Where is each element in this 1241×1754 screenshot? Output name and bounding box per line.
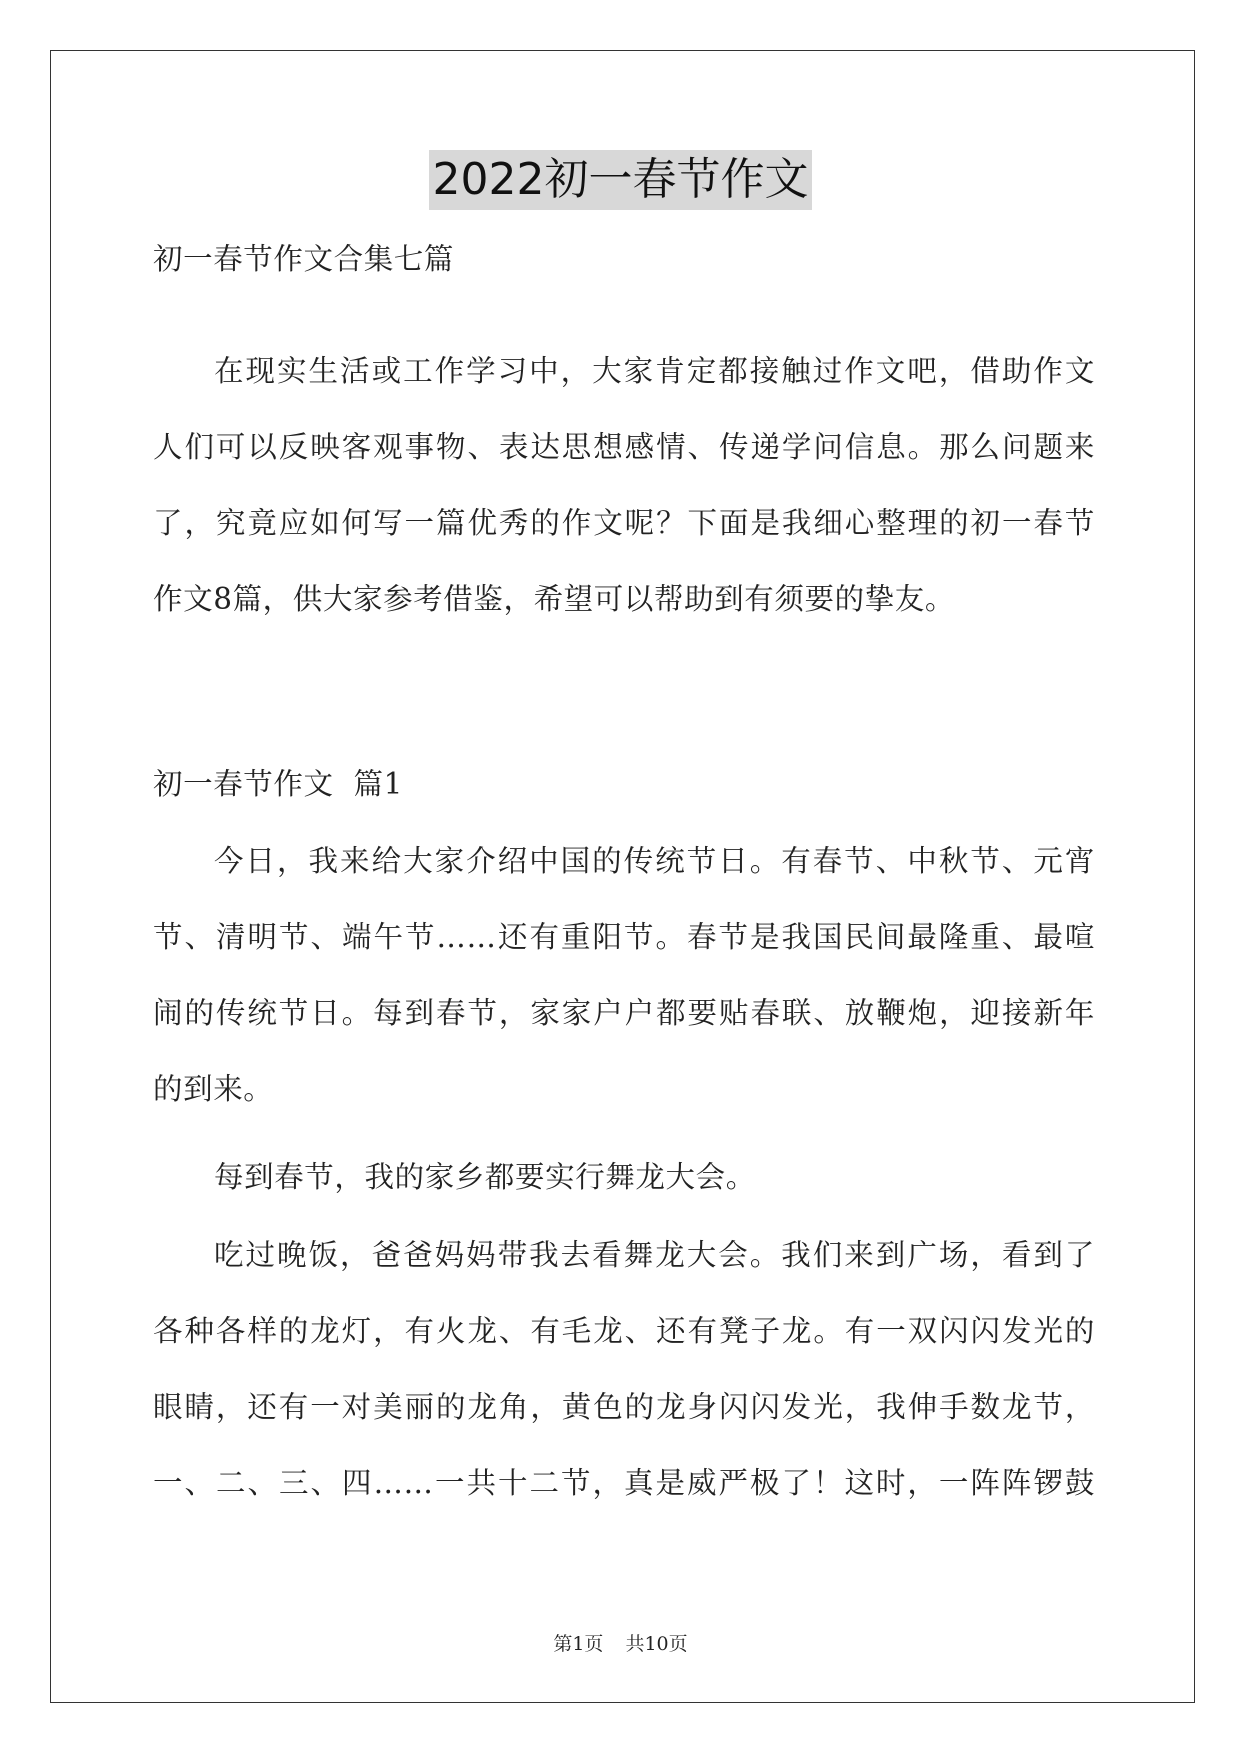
page-number-total: 共10页 [625,1633,688,1655]
paragraph-line: 吃过晚饭，爸爸妈妈带我去看舞龙大会。我们来到广场，看到了 [214,1238,1095,1272]
paragraph-3 [153,1236,1095,1540]
paragraph-line: 今日，我来给大家介绍中国的传统节日。有春节、中秋节、元宵 [214,844,1095,878]
paragraph-line: 每到春节，我的家乡都要实行舞龙大会。 [214,1160,756,1194]
document-title: 2022初一春节作文 [429,150,813,210]
paragraph-line: 眼睛，还有一对美丽的龙角，黄色的龙身闪闪发光，我伸手数龙节， [153,1390,1095,1424]
paragraph-line: 了，究竟应如何写一篇优秀的作文呢？下面是我细心整理的初一春节 [153,506,1095,540]
paragraph-line: 人们可以反映客观事物、表达思想感情、传递学问信息。那么问题来 [153,430,1095,464]
document-title-row [0,150,1241,219]
page-footer [0,1632,1241,1656]
paragraph-1 [153,842,1095,1146]
intro-paragraph [153,352,1095,656]
paragraph-line: 各种各样的龙灯，有火龙、有毛龙、还有凳子龙。有一双闪闪发光的 [153,1314,1095,1348]
paragraph-line: 作文8篇，供大家参考借鉴，希望可以帮助到有须要的挚友。 [153,582,955,616]
paragraph-line: 闹的传统节日。每到春节，家家户户都要贴春联、放鞭炮，迎接新年 [153,996,1095,1030]
paragraph-2 [153,1158,1095,1234]
paragraph-line: 在现实生活或工作学习中，大家肯定都接触过作文吧，借助作文 [214,354,1095,388]
paragraph-line: 的到来。 [153,1072,274,1106]
section-heading: 初一春节作文 篇1 [153,767,404,801]
paragraph-line: 节、清明节、端午节……还有重阳节。春节是我国民间最隆重、最喧 [153,920,1095,954]
document-subtitle: 初一春节作文合集七篇 [153,242,455,276]
page-number-current: 第1页 [553,1633,604,1655]
paragraph-line: 一、二、三、四……一共十二节，真是威严极了！这时，一阵阵锣鼓 [153,1466,1095,1500]
